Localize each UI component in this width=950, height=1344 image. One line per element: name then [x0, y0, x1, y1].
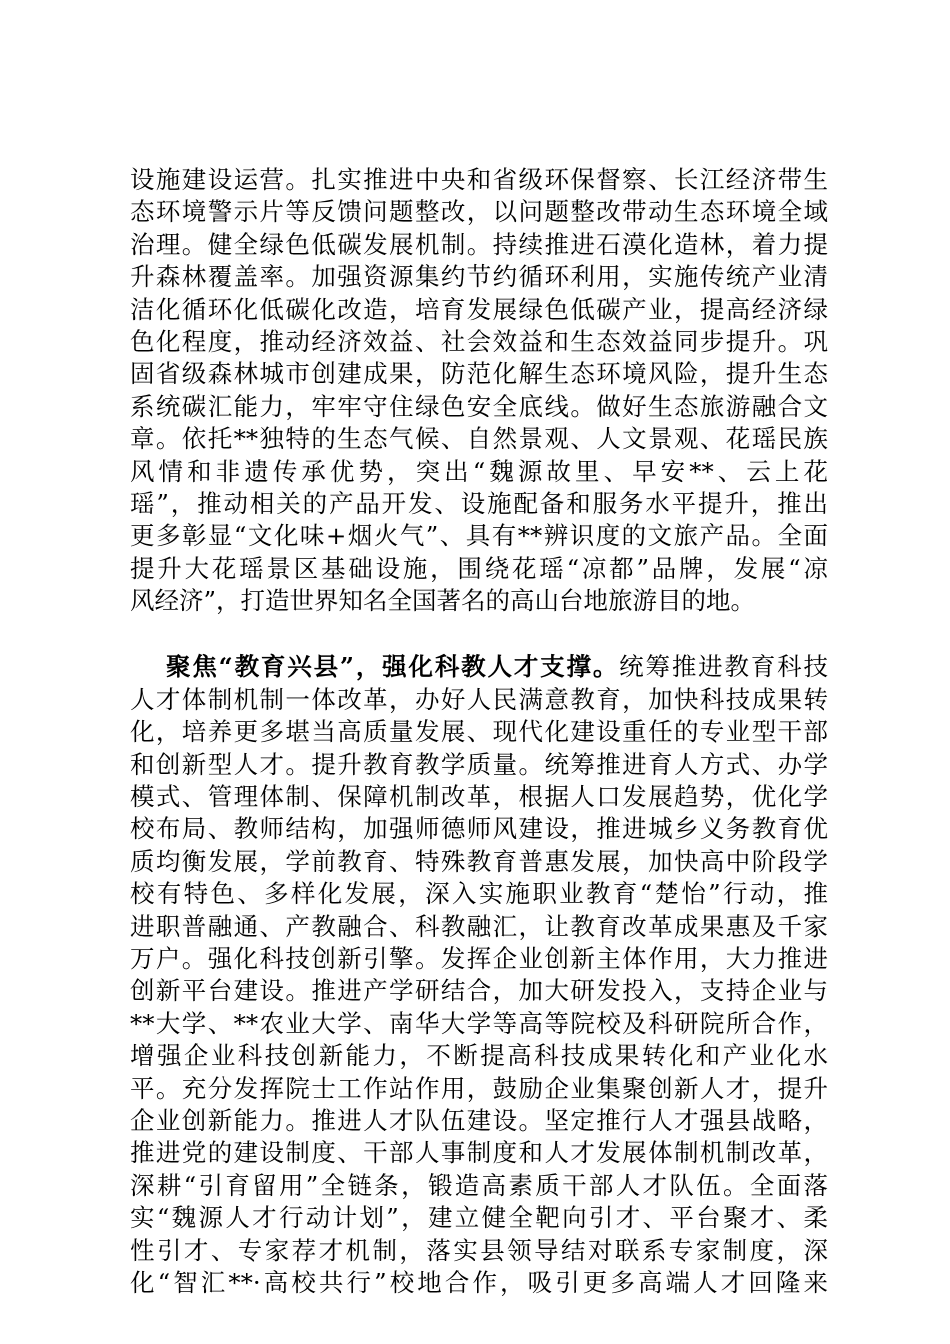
text-line: 升森林覆盖率。加强资源集约节约循环利用，实施传统产业清: [130, 262, 828, 292]
first-line: [130, 651, 828, 683]
text-line: 瑶”，推动相关的产品开发、设施配备和服务水平提升，推出: [130, 488, 828, 518]
text-line: 系统碳汇能力，牢牢守住绿色安全底线。做好生态旅游融合文: [130, 391, 828, 421]
text-line: 进职普融通、产教融合、科教融汇，让教育改革成果惠及千家: [130, 911, 828, 941]
text-line: 性引才、专家荐才机制，落实县领导结对联系专家制度，深: [130, 1235, 828, 1265]
text-line: 色化程度，推动经济效益、社会效益和生态效益同步提升。巩: [130, 326, 828, 356]
text-line: 企业创新能力。推进人才队伍建设。坚定推行人才强县战略，: [130, 1105, 828, 1135]
text-line: 提升大花瑶景区基础设施，围绕花瑶“凉都”品牌，发展“凉: [130, 553, 828, 583]
text-line: 洁化循环化低碳化改造，培育发展绿色低碳产业，提高经济绿: [130, 294, 828, 324]
text-line: 态环境警示片等反馈问题整改，以问题整改带动生态环境全域: [130, 197, 828, 227]
paragraph-gap: [130, 617, 828, 651]
text-line: 固省级森林城市创建成果，防范化解生态环境风险，提升生态: [130, 359, 828, 389]
text-line: 风经济”，打造世界知名全国著名的高山台地旅游目的地。: [130, 586, 756, 616]
text-line: 校布局、教师结构，加强师德师风建设，推进城乡义务教育优: [130, 814, 828, 844]
text-line: 章。依托**独特的生态气候、自然景观、人文景观、花瑶民族: [130, 424, 828, 454]
document-page: [130, 164, 828, 1299]
paragraph-ecology: [130, 164, 828, 617]
text-line: 设施建设运营。扎实推进中央和省级环保督察、长江经济带生: [130, 165, 828, 194]
text-line: 治理。健全绿色低碳发展机制。持续推进石漠化造林，着力提: [130, 229, 828, 259]
text-line: 增强企业科技创新能力，不断提高科技成果转化和产业化水: [130, 1041, 828, 1071]
text-line: 创新平台建设。推进产学研结合，加大研发投入，支持企业与: [130, 976, 828, 1006]
text-line: **大学、**农业大学、南华大学等高等院校及科研院所合作，: [130, 1008, 828, 1038]
text-line: 和创新型人才。提升教育教学质量。统筹推进育人方式、办学: [130, 749, 828, 779]
text-line: 更多彰显“文化味+烟火气”、具有**辨识度的文旅产品。全面: [130, 521, 828, 551]
first-line-text: 统筹推进教育科技: [619, 652, 828, 682]
text-line: 平。充分发挥院士工作站作用，鼓励企业集聚创新人才，提升: [130, 1073, 828, 1103]
text-line: 深耕“引育留用”全链条，锻造高素质干部人才队伍。全面落: [130, 1170, 828, 1200]
text-line: 风情和非遗传承优势，突出“魏源故里、早安**、云上花: [130, 456, 828, 486]
text-line: 人才体制机制一体改革，办好人民满意教育，加快科技成果转: [130, 684, 828, 714]
text-line: 实“魏源人才行动计划”，建立健全靶向引才、平台聚才、柔: [130, 1203, 828, 1233]
paragraph-education: [130, 651, 828, 1299]
paragraph-heading: 聚焦“教育兴县”，强化科教人才支撑。: [166, 652, 620, 682]
text-line: 校有特色、多样化发展，深入实施职业教育“楚怡”行动，推: [130, 879, 828, 909]
text-line: 推进党的建设制度、干部人事制度和人才发展体制机制改革，: [130, 1138, 828, 1168]
text-line: 质均衡发展，学前教育、特殊教育普惠发展，加快高中阶段学: [130, 846, 828, 876]
text-line: 模式、管理体制、保障机制改革，根据人口发展趋势，优化学: [130, 782, 828, 812]
text-line: 万户。强化科技创新引擎。发挥企业创新主体作用，大力推进: [130, 943, 828, 973]
text-line: 化“智汇**·高校共行”校地合作，吸引更多高端人才回隆来: [130, 1267, 828, 1297]
text-line: 化，培养更多堪当高质量发展、现代化建设重任的专业型干部: [130, 717, 828, 747]
